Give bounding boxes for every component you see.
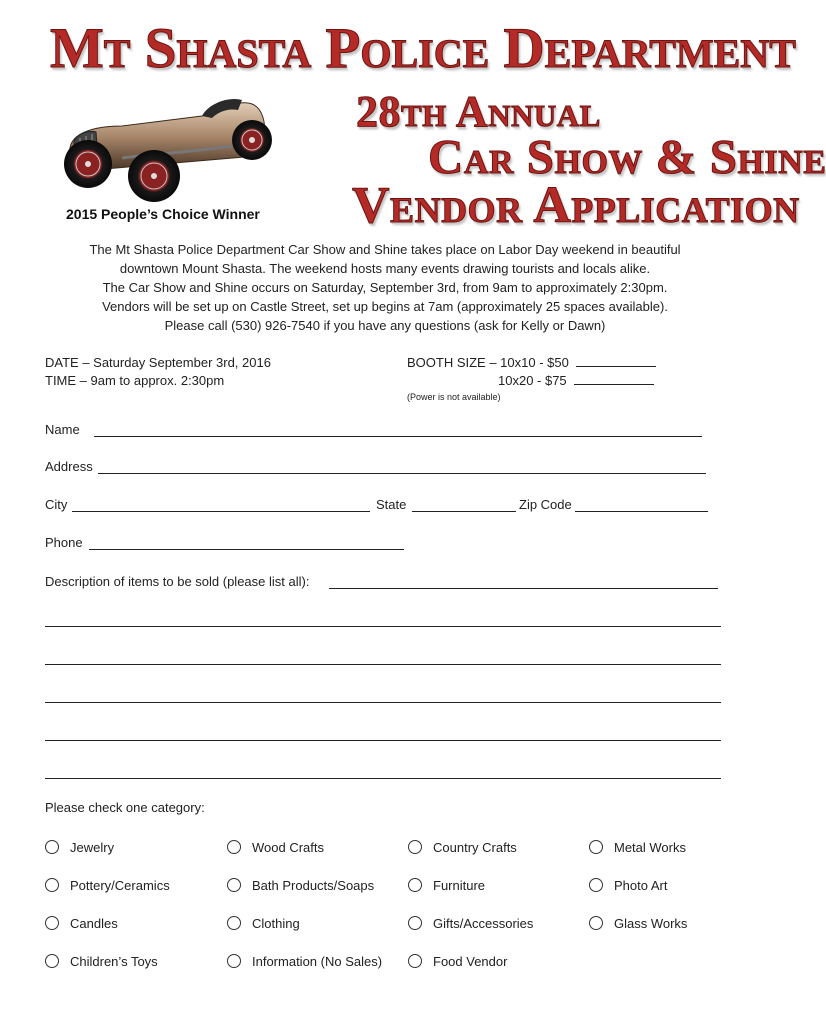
category-label: Children’s Toys — [70, 953, 158, 969]
booth-10x20-blank[interactable] — [574, 372, 654, 385]
description-line[interactable] — [45, 664, 721, 665]
intro-line: The Car Show and Shine occurs on Saturday, September 3rd, from 9am to approximately 2:30pm. — [102, 280, 668, 295]
booth-10x10-blank[interactable] — [576, 354, 656, 367]
radio-button[interactable] — [45, 840, 59, 854]
description-line[interactable] — [45, 740, 721, 741]
category-label: Candles — [70, 915, 118, 931]
category-wood-crafts[interactable] — [227, 838, 324, 856]
radio-button[interactable] — [589, 840, 603, 854]
intro-line: Vendors will be set up on Castle Street, set up begins at 7am (approximately 25 spaces available). — [102, 299, 668, 314]
category-label: Country Crafts — [433, 839, 517, 855]
radio-button[interactable] — [45, 916, 59, 930]
category-label: Metal Works — [614, 839, 686, 855]
title-28th-annual: 28th Annual — [356, 87, 601, 136]
name-label: Name — [45, 422, 80, 437]
power-note: (Power is not available) — [407, 392, 501, 402]
booth-option-10x10 — [407, 354, 656, 372]
category-glass-works[interactable] — [589, 914, 687, 932]
description-line[interactable] — [45, 702, 721, 703]
event-time: TIME – 9am to approx. 2:30pm — [45, 373, 225, 388]
description-label: Description of items to be sold (please list all): — [45, 574, 310, 589]
category-candles[interactable] — [45, 914, 118, 932]
radio-button[interactable] — [227, 916, 241, 930]
category-label: Information (No Sales) — [252, 953, 383, 969]
radio-button[interactable] — [227, 954, 241, 968]
category-label: Pottery/Ceramics — [70, 877, 170, 893]
title-vendor-application: Vendor Application — [352, 177, 800, 234]
radio-button[interactable] — [589, 916, 603, 930]
radio-button[interactable] — [589, 878, 603, 892]
radio-button[interactable] — [408, 878, 422, 892]
category-gifts-accessories[interactable] — [408, 914, 533, 932]
radio-button[interactable] — [408, 840, 422, 854]
category-clothing[interactable] — [227, 914, 300, 932]
intro-line: downtown Mount Shasta. The weekend hosts many events drawing tourists and locals alike. — [119, 261, 651, 276]
name-field[interactable] — [94, 436, 702, 437]
category-label: Furniture — [433, 877, 486, 893]
winner-caption: 2015 People’s Choice Winner — [66, 206, 260, 222]
radio-button[interactable] — [45, 954, 59, 968]
radio-button[interactable] — [227, 878, 241, 892]
category-label: Food Vendor — [433, 953, 508, 969]
title-police-department: Mt Shasta Police Department — [50, 17, 796, 80]
description-line[interactable] — [45, 778, 721, 779]
address-label: Address — [45, 459, 93, 474]
category-metal-works[interactable] — [589, 838, 686, 856]
state-label: State — [376, 497, 407, 512]
category-prompt: Please check one category: — [45, 800, 205, 815]
radio-button[interactable] — [408, 916, 422, 930]
zip-field[interactable] — [575, 511, 708, 512]
intro-line: The Mt Shasta Police Department Car Show and Shine takes place on Labor Day weekend in beautiful — [89, 242, 681, 257]
zip-label: Zip Code — [519, 497, 572, 512]
description-field[interactable] — [329, 588, 718, 589]
category-bath-products[interactable] — [227, 876, 374, 894]
category-label: Clothing — [252, 915, 300, 931]
category-pottery-ceramics[interactable] — [45, 876, 170, 894]
category-childrens-toys[interactable] — [45, 952, 158, 970]
booth-option-10x20-label: 10x20 - $75 — [498, 373, 567, 388]
booth-option-10x20 — [498, 372, 654, 390]
intro-paragraph — [40, 240, 730, 335]
title-car-show-shine: Car Show & Shine — [428, 129, 826, 184]
address-field[interactable] — [98, 473, 706, 474]
category-information[interactable] — [227, 952, 382, 970]
city-label: City — [45, 497, 68, 512]
category-label: Glass Works — [614, 915, 688, 931]
race-car-image — [52, 86, 282, 206]
category-jewelry[interactable] — [45, 838, 114, 856]
event-date: DATE – Saturday September 3rd, 2016 — [45, 355, 271, 370]
category-photo-art[interactable] — [589, 876, 667, 894]
description-line[interactable] — [45, 626, 721, 627]
state-field[interactable] — [412, 511, 516, 512]
category-label: Bath Products/Soaps — [252, 877, 375, 893]
radio-button[interactable] — [408, 954, 422, 968]
radio-button[interactable] — [227, 840, 241, 854]
category-label: Wood Crafts — [252, 839, 325, 855]
intro-line: Please call (530) 926-7540 if you have any questions (ask for Kelly or Dawn) — [164, 318, 606, 333]
phone-label: Phone — [45, 535, 83, 550]
city-field[interactable] — [72, 511, 370, 512]
category-label: Jewelry — [70, 839, 115, 855]
category-label: Photo Art — [614, 877, 668, 893]
phone-field[interactable] — [89, 549, 404, 550]
category-furniture[interactable] — [408, 876, 485, 894]
category-food-vendor[interactable] — [408, 952, 507, 970]
radio-button[interactable] — [45, 878, 59, 892]
category-label: Gifts/Accessories — [433, 915, 534, 931]
booth-option-10x10-label: BOOTH SIZE – 10x10 - $50 — [407, 355, 569, 370]
category-country-crafts[interactable] — [408, 838, 517, 856]
